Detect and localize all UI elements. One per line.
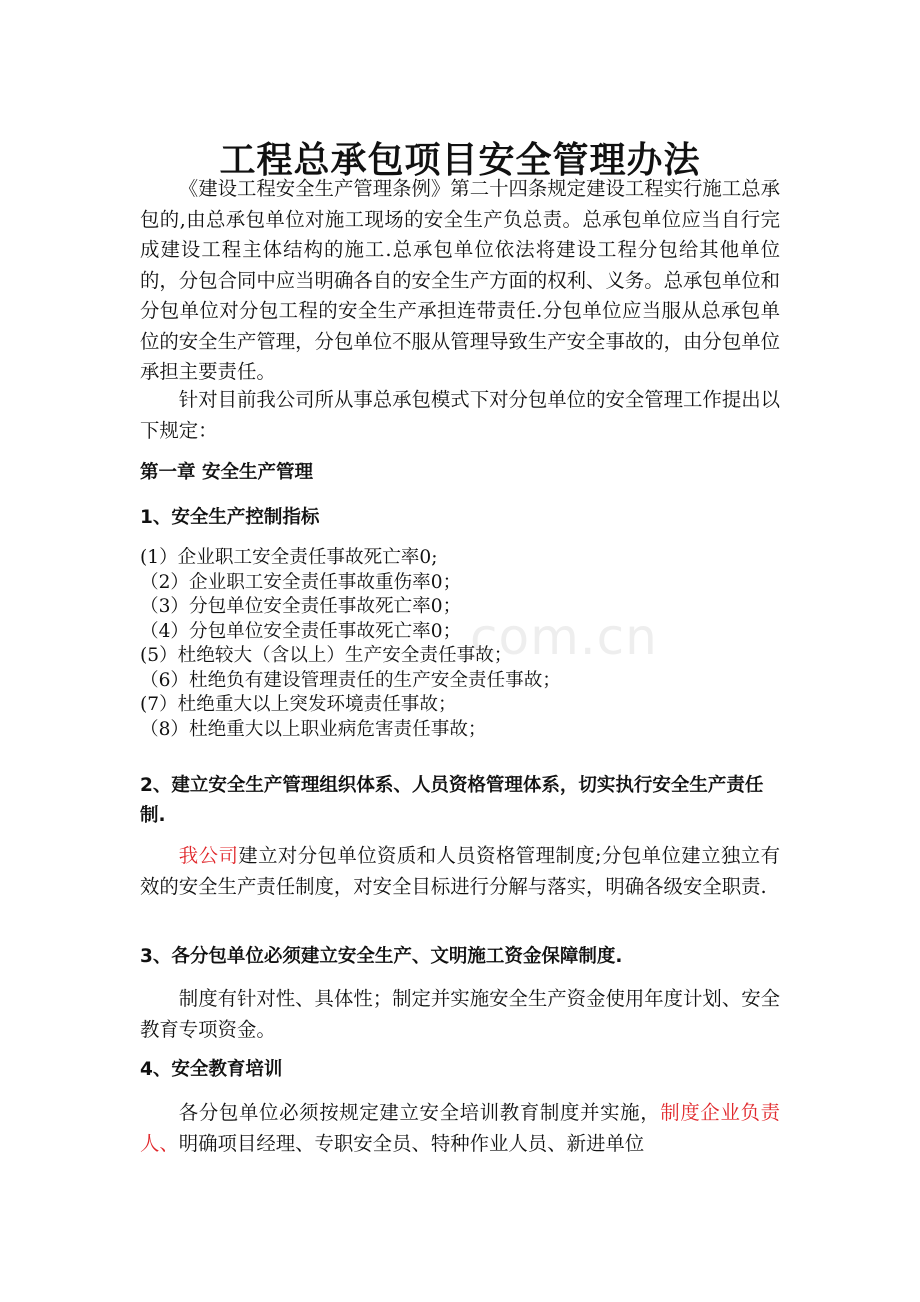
section3-body: 制度有针对性、具体性；制定并实施安全生产资金使用年度计划、安全教育专项资金。 [140, 987, 780, 1041]
indicator-list [140, 546, 780, 742]
section1-heading: 1、安全生产控制指标 [140, 507, 320, 528]
highlight-text: 我公司 [178, 844, 239, 867]
list-item: (7）杜绝重大以上突发环境责任事故； [140, 694, 457, 715]
intro-paragraph: 《建设工程安全生产管理条例》第二十四条规定建设工程实行施工总承包的,由总承包单位对施工现场的安全生产负总责。总承包单位应当自行完成建设工程主体结构的施工.总承包单位依法将建设工程分包给其他单位的，分包合同中应当明确各自的安全生产方面的权利、义务。总承包单位和分包单位对分包工程的安全生产承担连带责任.分包单位应当服从总承包单位的安全生产管理，分包单位不服从管理导致生产安全事故的，由分包单位承担主要责任。 [140, 177, 780, 383]
list-item: （8）杜绝重大以上职业病危害责任事故； [140, 718, 487, 740]
list-item: （3）分包单位安全责任事故死亡率0； [140, 596, 462, 617]
list-item: (5）杜绝较大（含以上）生产安全责任事故； [140, 645, 513, 666]
list-item: （6）杜绝负有建设管理责任的生产安全责任事故； [140, 669, 561, 691]
document-title: 工程总承包项目安全管理办法 [219, 140, 701, 182]
section2-body-text: 建立对分包单位资质和人员资格管理制度;分包单位建立独立有效的安全生产责任制度，对安全目标进行分解与落实，明确各级安全职责. [140, 844, 780, 898]
section4-body [140, 1098, 780, 1159]
section4-heading: 4、安全教育培训 [140, 1059, 283, 1080]
section4-body-start: 各分包单位必须按规定建立安全培训教育制度并实施， [178, 1101, 661, 1124]
section3-heading: 3、各分包单位必须建立安全生产、文明施工资金保障制度. [140, 946, 623, 967]
list-item: （2）企业职工安全责任事故重伤率0； [140, 571, 462, 593]
list-item: （4）分包单位安全责任事故死亡率0； [140, 620, 462, 642]
highlight-text: 制度企业负责人、 [140, 1101, 780, 1155]
watermark: com.cn [470, 608, 658, 666]
list-item: (1）企业职工安全责任事故死亡率0; [140, 547, 438, 568]
section2-body [140, 841, 780, 902]
chapter-heading: 第一章 安全生产管理 [140, 462, 313, 483]
section2-heading: 2、建立安全生产管理组织体系、人员资格管理体系，切实执行安全生产责任制. [140, 775, 764, 826]
scope-paragraph: 针对目前我公司所从事总承包模式下对分包单位的安全管理工作提出以下规定： [140, 388, 780, 442]
section4-body-text: 明确项目经理、专职安全员、特种作业人员、新进单位 [178, 1131, 645, 1155]
